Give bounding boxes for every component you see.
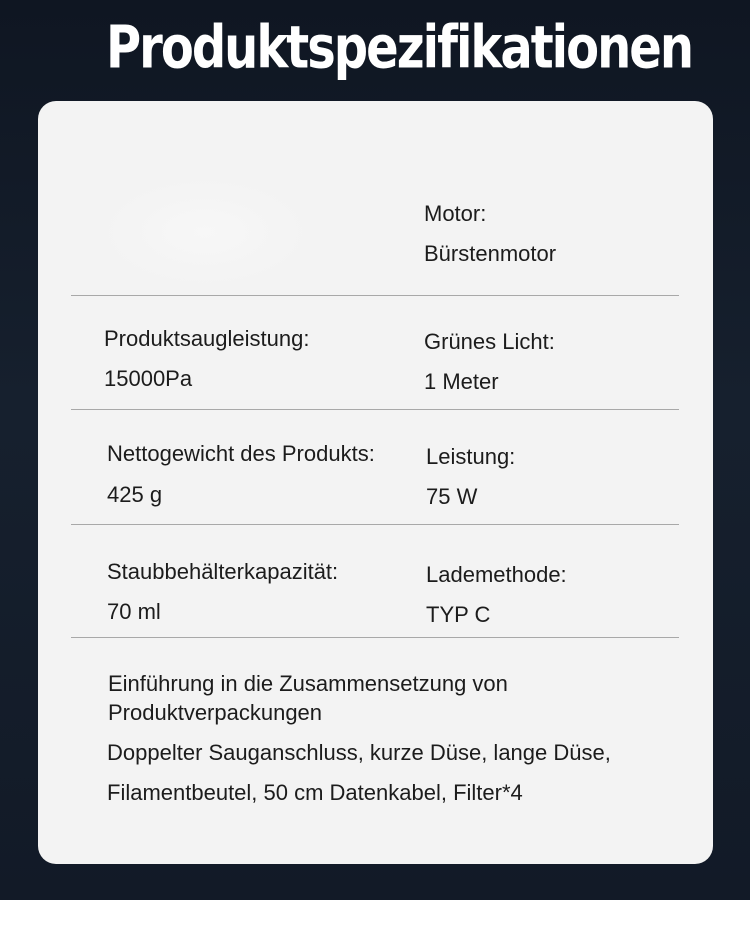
weight-label: Nettogewicht des Produkts: [107, 441, 375, 466]
divider [71, 409, 679, 410]
package-heading: Einführung in die Zusammensetzung von Produktverpackungen [108, 671, 508, 725]
divider [71, 637, 679, 638]
charging-value: TYP C [426, 602, 491, 627]
dust-value: 70 ml [107, 599, 161, 624]
motor-label: Motor: [424, 201, 487, 226]
page-title: Produktspezifikationen [105, 14, 693, 83]
package-contents: Doppelter Sauganschluss, kurze Düse, lange Düse, Filamentbeutel, 50 cm Datenkabel, Filter*4 [107, 740, 611, 805]
suction-label: Produktsaugleistung: [104, 326, 310, 351]
divider [71, 295, 679, 296]
dust-label: Staubbehälterkapazität: [107, 559, 339, 584]
spec-card [38, 101, 713, 864]
light-label: Grünes Licht: [424, 329, 555, 354]
suction-value: 15000Pa [104, 366, 193, 391]
faded-image-area [100, 177, 310, 287]
divider [71, 524, 679, 525]
weight-value: 425 g [107, 482, 163, 507]
light-value: 1 Meter [424, 369, 499, 394]
motor-value: Bürstenmotor [424, 241, 557, 266]
power-label: Leistung: [426, 444, 516, 469]
power-value: 75 W [426, 484, 478, 509]
charging-label: Lademethode: [426, 562, 567, 587]
